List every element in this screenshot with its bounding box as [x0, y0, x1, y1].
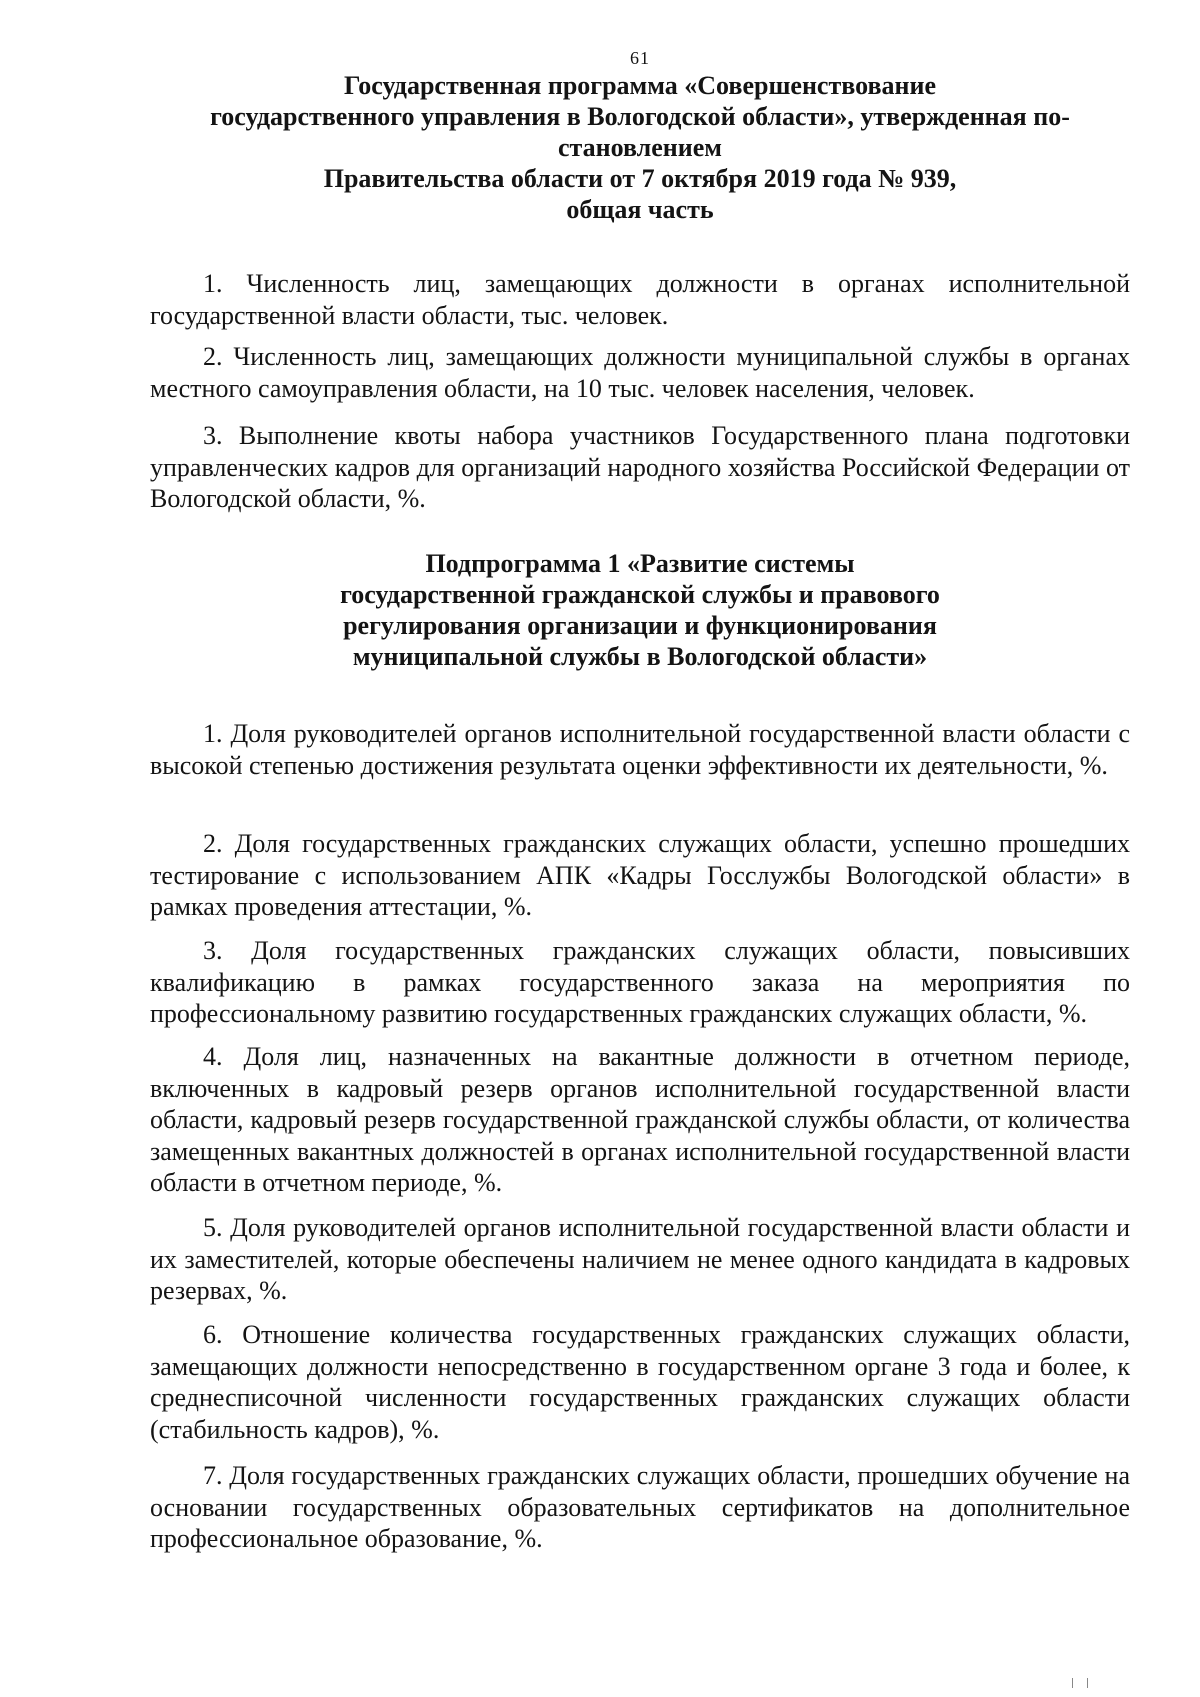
subprogram-item-6: 6. Отношение количества государственных гражданских служащих области, замещающих должности непосредственно в государственном органе 3 года и более, к среднесписочной численности государственных гражданских служащих области (стабильность кадров), %.	[150, 1320, 1130, 1444]
subprogram-title-line: государственной гражданской службы и правового	[340, 580, 940, 609]
scan-corner-mark	[1072, 1678, 1088, 1688]
subprogram-title-line: регулирования организации и функционирования	[343, 611, 937, 640]
program-title-line: общая часть	[566, 195, 714, 224]
program-title	[150, 70, 1130, 225]
general-item-3: 3. Выполнение квоты набора участников Государственного плана подготовки управленческих кадров для организаций народного хозяйства Российской Федерации от Вологодской области, %.	[150, 421, 1130, 513]
subprogram-title-line: муниципальной службы в Вологодской области»	[352, 642, 928, 671]
subprogram-item-7: 7. Доля государственных гражданских служащих области, прошедших обучение на основании государственных образовательных сертификатов на дополнительное профессиональное образование, %.	[150, 1461, 1130, 1553]
subprogram-item-1: 1. Доля руководителей органов исполнительной государственной власти области с высокой степенью достижения результата оценки эффективности их деятельности, %.	[150, 719, 1130, 780]
program-title-line: Государственная программа «Совершенствование	[343, 71, 936, 100]
subprogram-title	[150, 548, 1130, 672]
program-title-line: государственного управления в Вологодской области», утвержденная по-	[210, 102, 1070, 131]
program-title-line: Правительства области от 7 октября 2019 года № 939,	[323, 164, 957, 193]
general-item-2: 2. Численность лиц, замещающих должности муниципальной службы в органах местного самоуправления области, на 10 тыс. человек населения, человек.	[150, 342, 1130, 403]
page-number: 61	[630, 48, 650, 68]
subprogram-item-5: 5. Доля руководителей органов исполнительной государственной власти области и их заместителей, которые обеспечены наличием не менее одного кандидата в кадровых резервах, %.	[150, 1213, 1130, 1305]
program-title-line: становлением	[558, 133, 722, 162]
general-item-1: 1. Численность лиц, замещающих должности в органах исполнительной государственной власти области, тыс. человек.	[150, 269, 1130, 330]
subprogram-item-4: 4. Доля лиц, назначенных на вакантные должности в отчетном периоде, включенных в кадровый резерв органов исполнительной государственной власти области, кадровый резерв государственной гражданской службы области, от количества замещенных вакантных должностей в органах исполнительной государственной власти области в отчетном периоде, %.	[150, 1042, 1130, 1197]
subprogram-item-3: 3. Доля государственных гражданских служащих области, повысивших квалификацию в рамках государственного заказа на мероприятия по профессиональному развитию государственных гражданских служащих области, %.	[150, 936, 1130, 1028]
subprogram-item-2: 2. Доля государственных гражданских служащих области, успешно прошедших тестирование с использованием АПК «Кадры Госслужбы Вологодской области» в рамках проведения аттестации, %.	[150, 829, 1130, 921]
subprogram-title-line: Подпрограмма 1 «Развитие системы	[425, 549, 855, 578]
